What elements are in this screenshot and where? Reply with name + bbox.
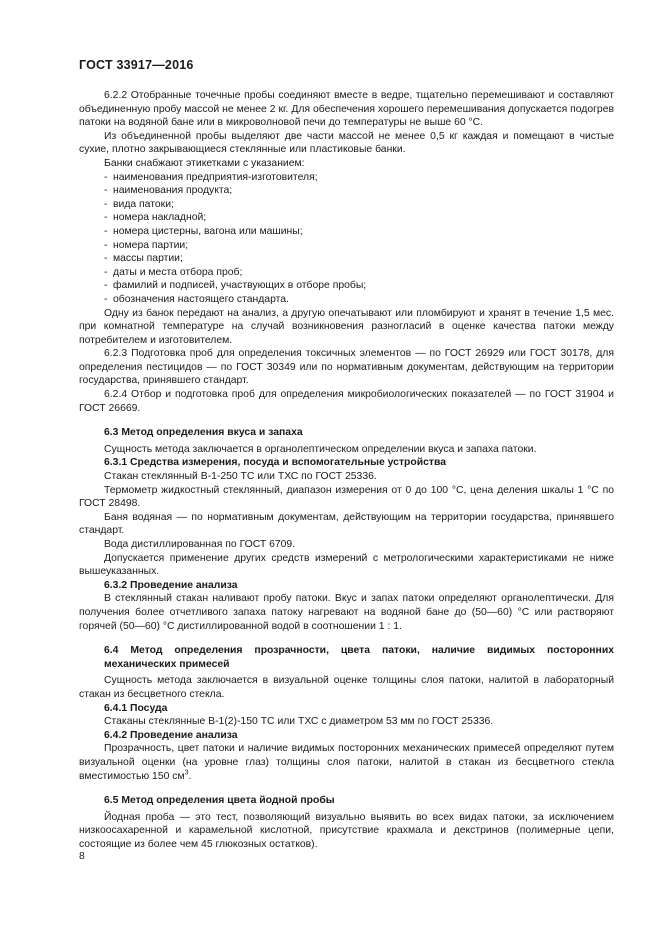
list-item: - фамилий и подписей, участвующих в отборе пробы; [79, 279, 614, 293]
paragraph-glass: Стакан стеклянный В-1-250 ТС или ТХС по ГОСТ 25336. [104, 471, 377, 483]
paragraph-other-instruments: Допускается применение других средств измерений с метрологическими характеристиками не ниже вышеуказанных. [79, 552, 614, 578]
section-heading-6-3: 6.3 Метод определения вкуса и запаха [104, 427, 303, 439]
paragraph-glasses: Стаканы стеклянные В-1(2)-150 ТС или ТХС с диаметром 53 мм по ГОСТ 25336. [104, 716, 494, 728]
subsection-heading-6-4-1: 6.4.1 Посуда [104, 702, 168, 714]
subsection-heading-6-3-1: 6.3.1 Средства измерения, посуда и вспомогательные устройства [104, 457, 447, 469]
paragraph-iodine-test: Йодная проба — это тест, позволяющий визуально выявить во всех видах патоки, за исключением низкоосахаренной и карамельной кислотной, присутствие крахмала и декстринов (полимерные цепи, состоящие из более чем 45 глюкозных остатков). [79, 811, 614, 850]
paragraph-6-2-4: 6.2.4 Отбор и подготовка проб для определения микробиологических показателей — по ГОСТ 31904 и ГОСТ 26669. [79, 389, 614, 414]
paragraph-water-bath: Баня водяная — по нормативным документам, действующим на территории государства, принявшего стандарт. [79, 511, 614, 537]
section-heading-6-5: 6.5 Метод определения цвета йодной пробы [104, 795, 335, 807]
paragraph-labels-intro: Банки снабжают этикетками с указанием: [104, 157, 305, 169]
paragraph-text: Прозрачность, цвет патоки и наличие видимых посторонних механических примесей определяют путем визуальной оценки (на уровне глаз) толщины слоя патоки, налитой в стакан из бесцветного стекла вместимостью 150 см [79, 743, 614, 782]
subsection-heading-6-4-2: 6.4.2 Проведение анализа [104, 729, 238, 741]
list-item: - номера цистерны, вагона или машины; [79, 225, 614, 239]
paragraph-distilled-water: Вода дистиллированная по ГОСТ 6709. [104, 539, 296, 550]
list-item: - вида патоки; [79, 198, 614, 212]
paragraph-6-2-2: 6.2.2 Отобранные точечные пробы соединяют вместе в ведре, тщательно перемешивают и составляют объединенную пробу массой не менее 2 кг. Для обеспечения хорошего перемешивания допускается подогрев патоки на водяной бане или в микроволновой печи до температуры не выше 60 °С. [79, 90, 614, 129]
list-item: - даты и места отбора проб; [79, 266, 614, 280]
paragraph-sample-split: Из объединенной пробы выделяют две части массой не менее 0,5 кг каждая и помещают в чистые сухие, плотно закрывающиеся стеклянные или пластиковые банки. [79, 130, 614, 156]
paragraph-6-3-essence: Сущность метода заключается в органолептическом определении вкуса и запаха патоки. [104, 443, 537, 455]
paragraph-thermometer: Термометр жидкостный стеклянный, диапазон измерения от 0 до 100 °С, цена деления шкалы 1 °С по ГОСТ 28498. [79, 484, 614, 510]
standard-header: ГОСТ 33917—2016 [79, 58, 194, 72]
paragraph-6-4-2-analysis [79, 742, 614, 783]
list-item: - массы партии; [79, 252, 614, 266]
superscript: 3 [184, 769, 189, 777]
subsection-heading-6-3-2: 6.3.2 Проведение анализа [104, 579, 238, 591]
section-heading-6-4: 6.4 Метод определения прозрачности, цвета патоки, наличие видимых посторонних механических примесей [104, 645, 614, 670]
paragraph-storage: Одну из банок передают на анализ, а другую опечатывают или пломбируют и хранят в течение 1,5 мес. при комнатной температуре на случай возникновения разногласий в оценке качества патоки между потребителем и изготовителем. [79, 307, 614, 346]
paragraph-6-2-3: 6.2.3 Подготовка проб для определения токсичных элементов — по ГОСТ 26929 или ГОСТ 30178, для определения пестицидов — по ГОСТ 30349 или по нормативным документам, действующим на территории государства, принявшего стандарт. [79, 348, 614, 387]
list-item: - обозначения настоящего стандарта. [79, 293, 614, 307]
page-number: 8 [79, 851, 85, 862]
list-item: - наименования предприятия-изготовителя; [79, 171, 614, 185]
paragraph-6-3-2-analysis: В стеклянный стакан наливают пробу патоки. Вкус и запах патоки определяют органолептически. Для получения более отчетливого запаха патоку нагревают на водяной бане до (50—60) °С или растворяют горячей (50—60) °С дистиллированной водой в соотношении 1 : 1. [79, 593, 614, 632]
list-item: - наименования продукта; [79, 184, 614, 198]
list-item: - номера партии; [79, 239, 614, 253]
paragraph-end: . [188, 770, 192, 782]
document-body [79, 89, 614, 851]
paragraph-6-4-essence: Сущность метода заключается в визуальной оценке толщины слоя патоки, налитой в лабораторный стакан из бесцветного стекла. [79, 675, 614, 700]
list-item: - номера накладной; [79, 211, 614, 225]
